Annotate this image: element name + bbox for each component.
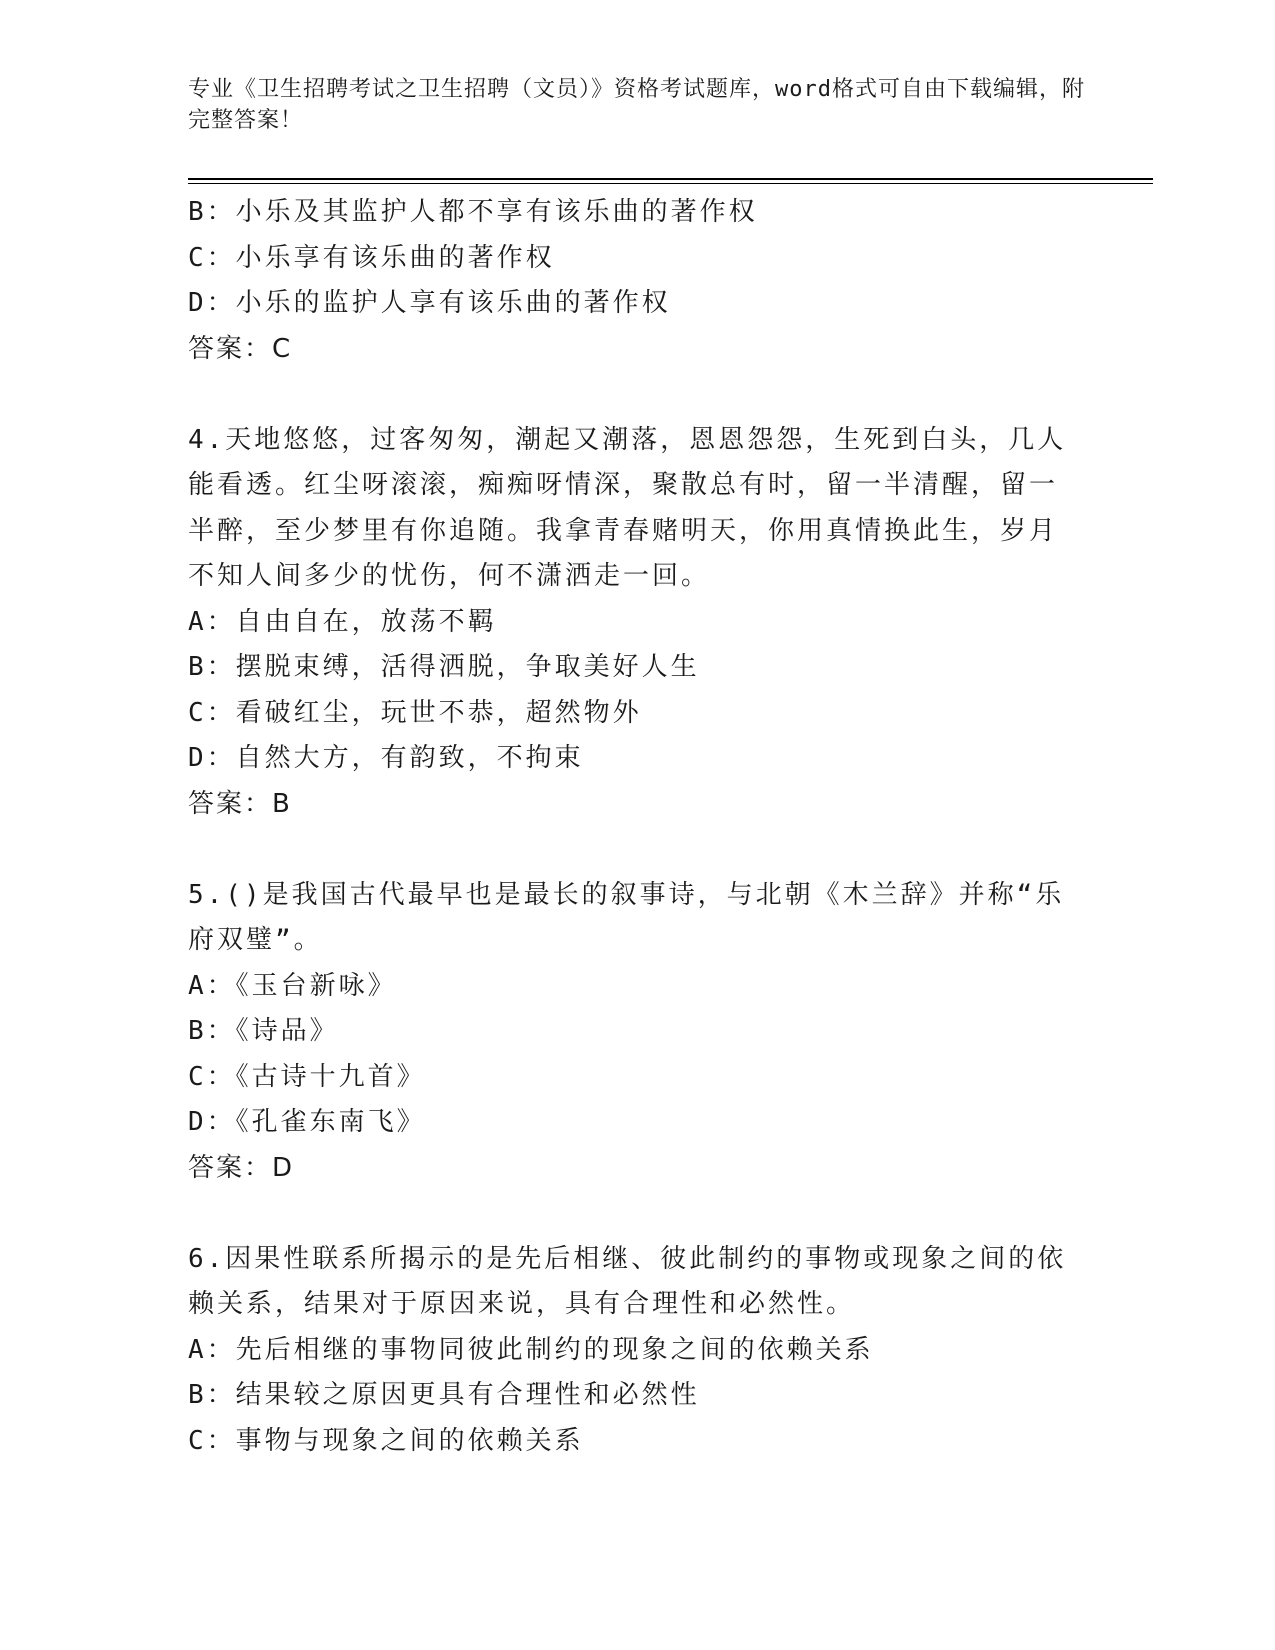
answer-label: 答案：C [188,333,293,364]
option-a: A：《玉台新咏》 [188,970,397,1001]
option-b: B：摆脱束缚，活得洒脱，争取美好人生 [188,652,700,682]
question-stem-line: 5.()是我国古代最早也是最长的叙事诗，与北朝《木兰辞》并称“乐 [188,879,1065,910]
answer-label: 答案：D [188,1152,295,1183]
option-c: C：《古诗十九首》 [188,1061,426,1092]
question-4 [188,418,1068,828]
question-stem-line: 能看透。红尘呀滚滚，痴痴呀情深，聚散总有时，留一半清醒，留一 [188,470,1059,500]
question-stem-line: 半醉，至少梦里有你追随。我拿青春赌明天，你用真情换此生，岁月 [188,515,1059,546]
question-stem-line: 6.因果性联系所揭示的是先后相继、彼此制约的事物或现象之间的依 [188,1243,1067,1274]
question-stem-line: 赖关系，结果对于原因来说，具有合理性和必然性。 [188,1289,856,1319]
option-d: D：《孔雀东南飞》 [188,1107,426,1137]
option-d: D：小乐的监护人享有该乐曲的著作权 [188,288,671,318]
option-b: B：《诗品》 [188,1016,339,1046]
option-c: C：看破红尘，玩世不恭，超然物外 [188,697,642,728]
header-divider [188,178,1153,184]
document-body [188,190,1068,1464]
document-header: 专业《卫生招聘考试之卫生招聘（文员）》资格考试题库，word格式可自由下载编辑，附完整答案！ [188,77,1085,133]
option-a: A：先后相继的事物同彼此制约的现象之间的依赖关系 [188,1334,874,1365]
question-stem-line: 府双璧”。 [188,925,323,955]
question-stem-line: 不知人间多少的忧伤，何不潇洒走一回。 [188,561,711,591]
option-c: C：事物与现象之间的依赖关系 [188,1425,584,1456]
question-stem-line: 4.天地悠悠，过客匆匆，潮起又潮落，恩恩怨怨，生死到白头，几人 [188,424,1067,455]
answer-label: 答案：B [188,788,292,819]
option-b: B：结果较之原因更具有合理性和必然性 [188,1380,700,1410]
option-d: D：自然大方，有韵致，不拘束 [188,743,584,773]
option-a: A：自由自在，放荡不羁 [188,606,497,637]
option-b: B：小乐及其监护人都不享有该乐曲的著作权 [188,197,758,227]
option-c: C：小乐享有该乐曲的著作权 [188,242,555,273]
question-6 [188,1237,1068,1465]
previous-question [188,190,1068,372]
question-5 [188,873,1068,1192]
